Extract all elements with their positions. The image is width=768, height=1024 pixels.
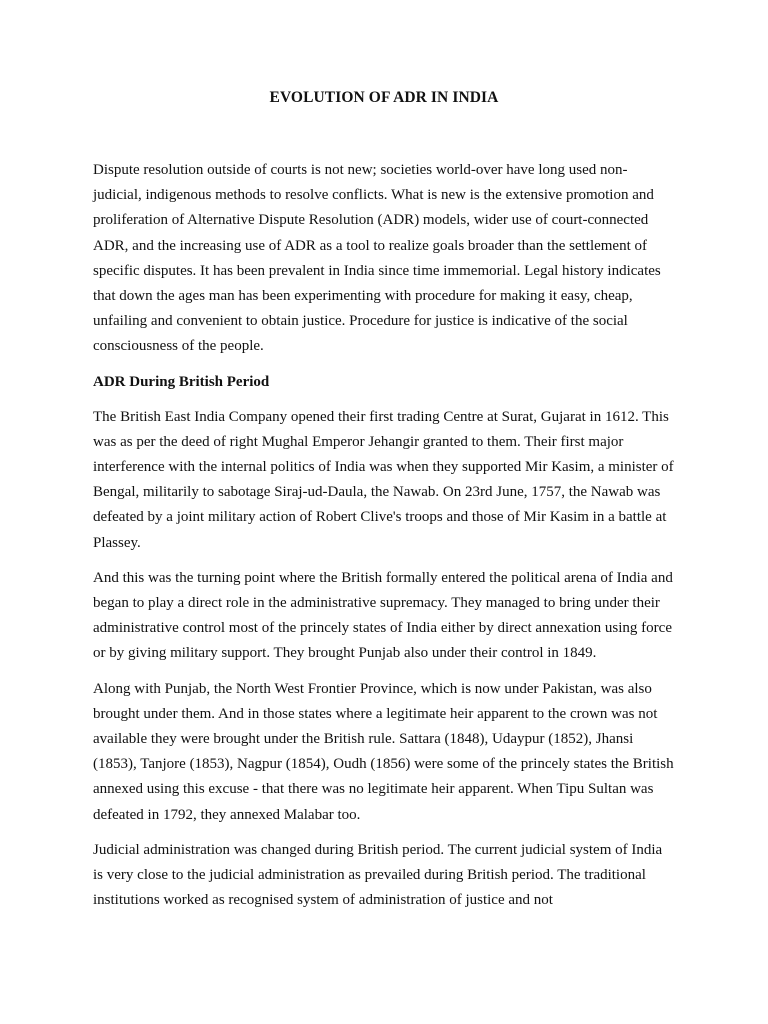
paragraph-east-india-company: The British East India Company opened their first trading Centre at Surat, Gujarat in 1612. This was as per the deed of right Mughal Emperor Jehangir granted to them. Their first major interference with the internal politics of India was when they supported Mir Kasim, a minister of Bengal, militarily to sabotage Siraj-ud-Daula, the Nawab. On 23rd June, 1757, the Nawab was defeated by a joint military action of Robert Clive's troops and those of Mir Kasim in a battle at Plassey. <box>93 408 674 551</box>
paragraph-intro: Dispute resolution outside of courts is not new; societies world-over have long used non-judicial, indigenous methods to resolve conflicts. What is new is the extensive promotion and proliferation of Alternative Dispute Resolution (ADR) models, wider use of court-connected ADR, and the increasing use of ADR as a tool to realize goals broader than the settlement of specific disputes. It has been prevalent in India since time immemorial. Legal history indicates that down the ages man has been experimenting with procedure for making it easy, cheap, unfailing and convenient to obtain justice. Procedure for justice is indicative of the social consciousness of the people. <box>93 162 661 355</box>
paragraph-annexations: Along with Punjab, the North West Frontier Province, which is now under Pakistan, was also brought under them. And in those states where a legitimate heir apparent to the crown was not available they were brought under the British rule. Sattara (1848), Udaypur (1852), Jhansi (1853), Tanjore (1853), Nagpur (1854), Oudh (1856) were some of the princely states the British annexed using this excuse - that there was no legitimate heir apparent. When Tipu Sultan was defeated in 1792, they annexed Malabar too. <box>93 680 674 823</box>
paragraph-judicial-administration: Judicial administration was changed during British period. The current judicial system of India is very close to the judicial administration as prevailed during British period. The traditional institutions worked as recognised system of administration of justice and not <box>93 841 663 909</box>
paragraph-turning-point: And this was the turning point where the British formally entered the political arena of India and began to play a direct role in the administrative supremacy. They managed to bring under their administrative control most of the princely states of India either by direct annexation using force or by giving military support. They brought Punjab also under their control in 1849. <box>93 569 673 662</box>
document-title: EVOLUTION OF ADR IN INDIA <box>269 89 499 106</box>
section-heading-british-period: ADR During British Period <box>93 373 270 390</box>
